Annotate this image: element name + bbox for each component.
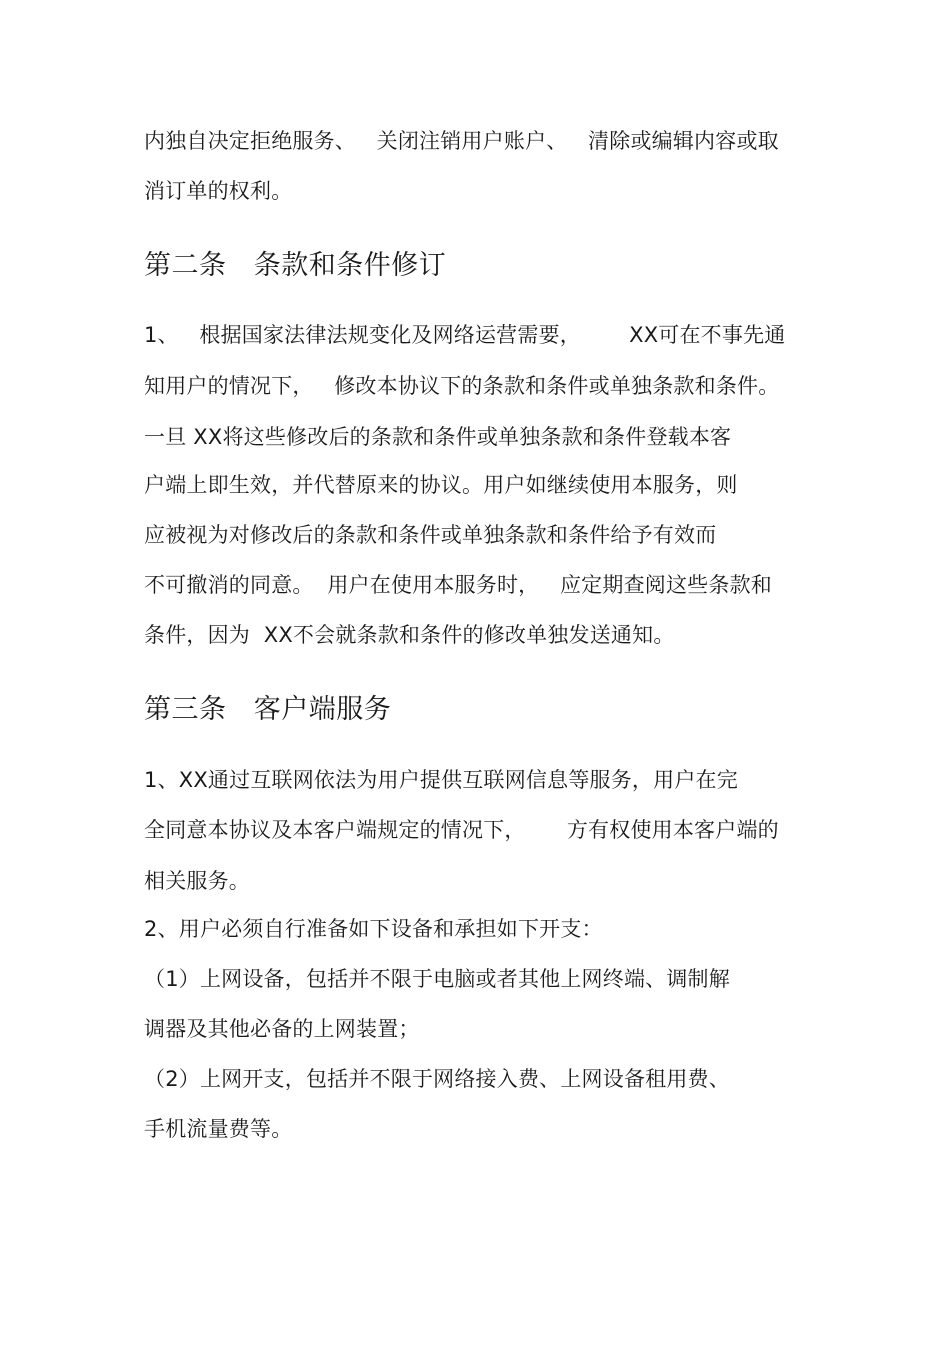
section-3-line-4: 2、用户必须自行准备如下设备和承担如下开支： <box>144 917 603 941</box>
section-3-heading: 第三条 客户端服务 <box>144 694 392 725</box>
section-3-line-3: 相关服务。 <box>144 869 250 893</box>
section-2-line-1: 1、 根据国家法律法规变化及网络运营需要， XX可在不事先通 <box>144 323 786 347</box>
section-2-line-6: 不可撤消的同意。 用户在使用本服务时， 应定期查阅这些条款和 <box>144 573 772 597</box>
section-2-line-2: 知用户的情况下， 修改本协议下的条款和条件或单独条款和条件。 <box>144 374 780 398</box>
section-2-line-3: 一旦 XX将这些修改后的条款和条件或单独条款和条件登载本客 <box>144 425 732 449</box>
section-3-line-1: 1、XX通过互联网依法为用户提供互联网信息等服务，用户在完 <box>144 768 738 792</box>
intro-line-1: 内独自决定拒绝服务、 关闭注销用户账户、 清除或编辑内容或取 <box>144 129 779 153</box>
section-2-line-4: 户端上即生效，并代替原来的协议。用户如继续使用本服务，则 <box>144 473 738 497</box>
section-3-line-8: 手机流量费等。 <box>144 1117 293 1141</box>
intro-line-2: 消订单的权利。 <box>144 179 293 203</box>
section-3-line-5: （1）上网设备，包括并不限于电脑或者其他上网终端、调制解 <box>144 967 730 991</box>
section-2-line-5: 应被视为对修改后的条款和条件或单独条款和条件给予有效而 <box>144 523 717 547</box>
section-2-line-7: 条件，因为 XX不会就条款和条件的修改单独发送通知。 <box>144 623 675 647</box>
section-3-line-6: 调器及其他必备的上网装置； <box>144 1017 420 1041</box>
section-2-heading: 第二条 条款和条件修订 <box>144 250 447 281</box>
section-3-line-7: （2）上网开支，包括并不限于网络接入费、上网设备租用费、 <box>144 1067 730 1091</box>
section-3-line-2: 全同意本协议及本客户端规定的情况下， 方有权使用本客户端的 <box>144 818 779 842</box>
